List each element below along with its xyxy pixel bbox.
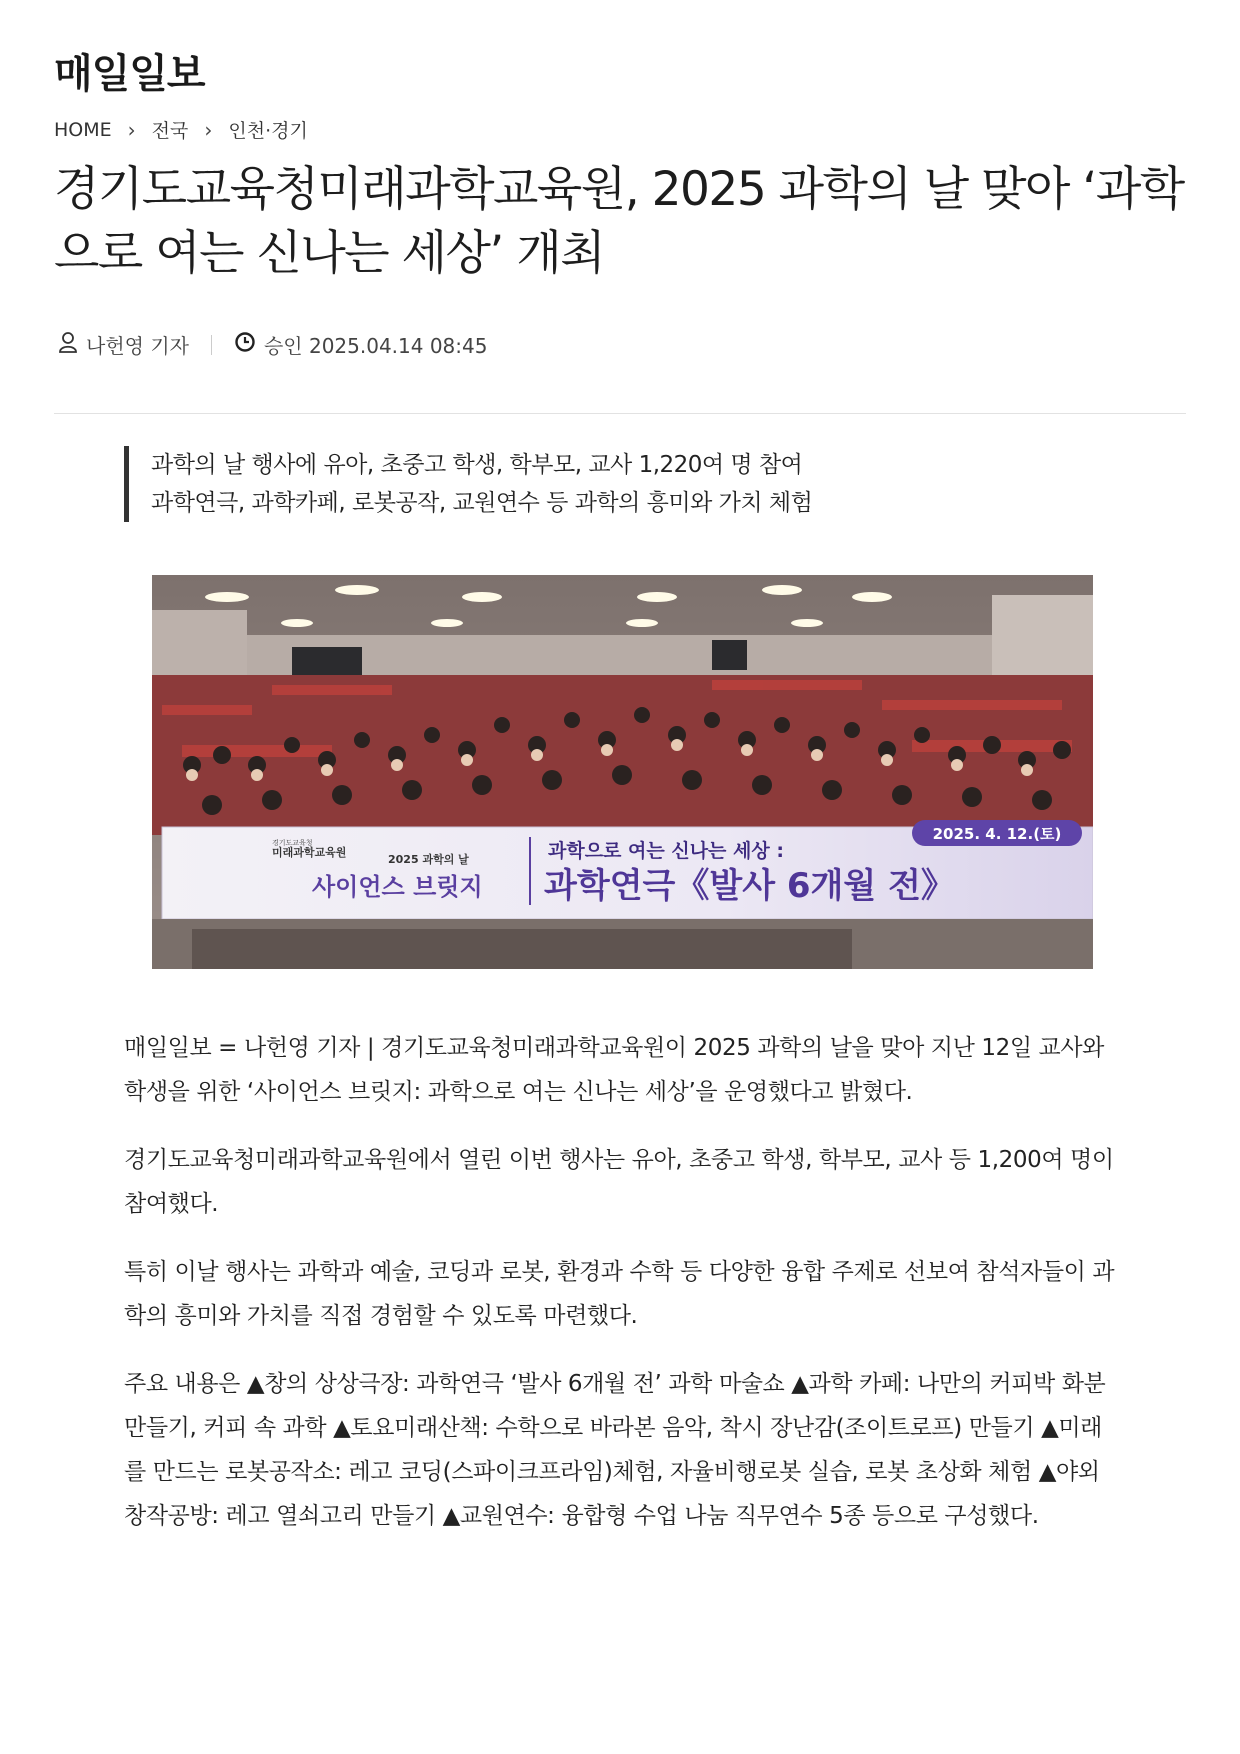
article-meta [58, 330, 487, 359]
clock-icon [234, 331, 256, 358]
meta-divider [211, 335, 212, 355]
banner-brand: 사이언스 브릿지 [312, 873, 483, 901]
chevron-right-icon: › [127, 117, 136, 142]
publish-date: 승인 2025.04.14 08:45 [263, 334, 488, 358]
site-logo[interactable]: 매일일보 [54, 51, 205, 97]
divider [54, 413, 1186, 414]
banner-org-top: 경기도교육청 [272, 839, 313, 847]
chevron-right-icon: › [204, 117, 213, 142]
breadcrumb-level1[interactable]: 전국 [151, 120, 189, 142]
breadcrumb-level2[interactable]: 인천·경기 [228, 120, 308, 142]
article-title: 경기도교육청미래과학교육원, 2025 과학의 날 맞아 ‘과학으로 여는 신나는 세상’ 개최 [54, 162, 1184, 281]
banner-main: 과학연극《발사 6개월 전》 [544, 866, 955, 906]
banner-slogan: 과학으로 여는 신나는 세상 : [548, 840, 784, 862]
breadcrumb [54, 116, 308, 143]
banner-day: 2025 과학의 날 [388, 853, 469, 866]
article-paragraph: 경기도교육청미래과학교육원에서 열린 이번 행사는 유아, 초중고 학생, 학부모, 교사 등 1,200여 명이 참여했다. [124, 1147, 1114, 1217]
article-summary [124, 446, 812, 522]
user-icon [58, 331, 78, 358]
article-paragraph: 특히 이날 행사는 과학과 예술, 코딩과 로봇, 환경과 수학 등 다양한 융합 주제로 선보여 참석자들이 과학의 흥미와 가치를 직접 경험할 수 있도록 마련했다. [124, 1259, 1115, 1329]
banner-date: 2025. 4. 12.(토) [932, 825, 1062, 843]
article-photo [152, 575, 1093, 969]
author-name: 나헌영 기자 [86, 334, 189, 358]
event-photo-illustration [152, 575, 1093, 969]
summary-line: 과학의 날 행사에 유아, 초중고 학생, 학부모, 교사 1,220여 명 참여 [151, 452, 803, 478]
article-paragraph: 매일일보 = 나헌영 기자 | 경기도교육청미래과학교육원이 2025 과학의 날을 맞아 지난 12일 교사와 학생을 위한 ‘사이언스 브릿지: 과학으로 여는 신나는 세상’을 운영했다고 밝혔다. [124, 1035, 1105, 1105]
summary-line: 과학연극, 과학카페, 로봇공작, 교원연수 등 과학의 흥미와 가치 체험 [151, 490, 813, 516]
banner-org: 미래과학교육원 [272, 846, 347, 859]
article-paragraph: 주요 내용은 ▲창의 상상극장: 과학연극 ‘발사 6개월 전’ 과학 마술쇼 ▲과학 카페: 나만의 커피박 화분 만들기, 커피 속 과학 ▲토요미래산책: 수학으로 바라본 음악, 착시 장난감(조이트로프) 만들기 ▲미래를 만드는 로봇공작소: 레고 코딩(스파이크프라임)체험, 자율비행로봇 실습, 로봇 초상화 체험 ▲야외 창작공방: 레고 열쇠고리 만들기 ▲교원연수: 융합형 수업 나눔 직무연수 5종 등으로 구성했다. [124, 1371, 1106, 1529]
article-body [124, 1026, 1122, 1562]
breadcrumb-home[interactable]: HOME [54, 118, 112, 141]
